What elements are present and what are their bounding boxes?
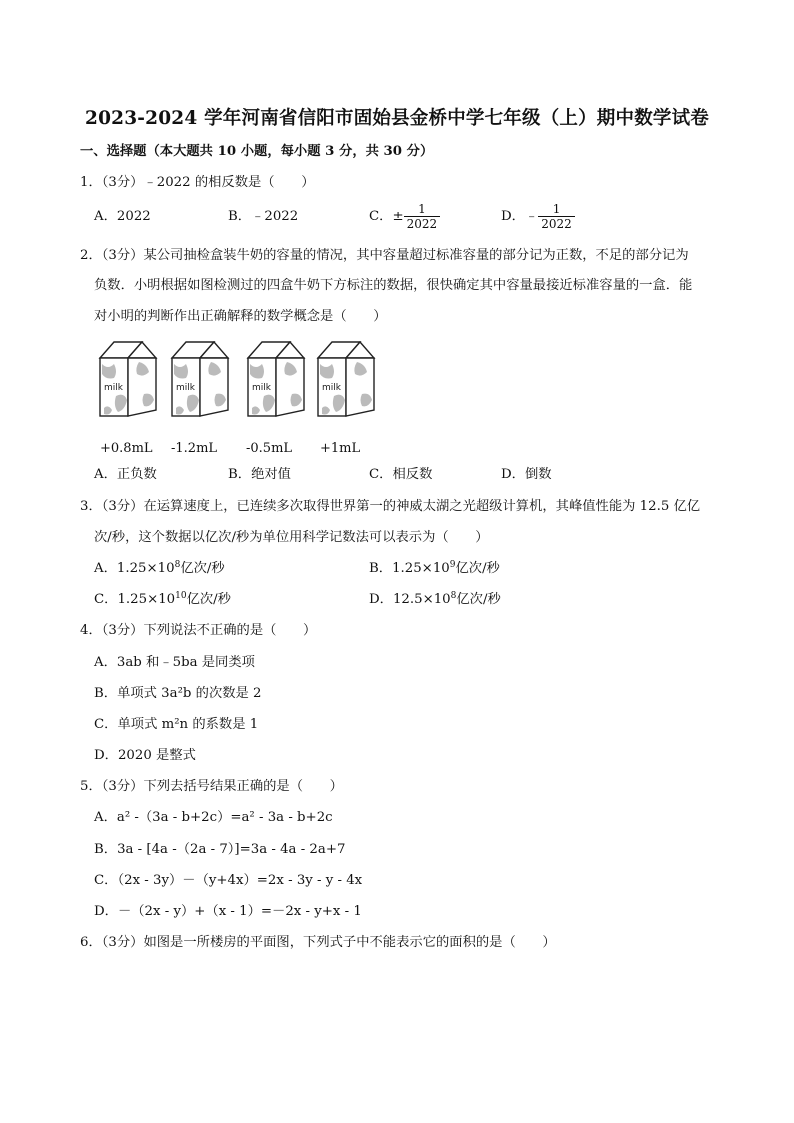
fraction-denominator: 2022 (541, 217, 572, 231)
milk-carton-image (166, 338, 230, 418)
option-exponent: 8 (174, 560, 181, 570)
fraction-numerator: 1 (538, 202, 575, 217)
q4-option-a: A．3ab 和﹣5ba 是同类项 (94, 655, 255, 670)
carton-label: +1mL (320, 441, 361, 456)
q4-stem: 4．（3分）下列说法不正确的是（ ） (80, 623, 317, 638)
fraction-numerator: 1 (404, 202, 441, 217)
q2-option-a: A．正负数 (94, 467, 157, 482)
q5-option-b: B．3a - [4a -（2a - 7）]=3a - 4a - 2a+7 (94, 842, 346, 857)
q3-option-b (369, 560, 500, 578)
q5-option-d: D．－（2x - y）+（x - 1）=－2x - y+x - 1 (94, 904, 362, 919)
option-unit: 亿次/秒 (186, 592, 231, 607)
milk-carton-text: milk (252, 383, 271, 393)
q3-option-a (94, 560, 225, 578)
q1-stem: 1．（3分）﹣2022 的相反数是（ ） (80, 175, 315, 190)
section-heading: 一、选择题（本大题共 10 小题，每小题 3 分，共 30 分） (80, 144, 434, 159)
option-unit: 亿次/秒 (180, 561, 225, 576)
q1-option-c (369, 202, 440, 231)
q3-stem-line1: 3．（3分）在运算速度上，已连续多次取得世界第一的神威太湖之光超级计算机，其峰值性能为 12.5 亿亿 (80, 499, 701, 514)
carton-label: -0.5mL (246, 441, 293, 456)
q1-option-d (501, 202, 575, 231)
option-exponent: 8 (450, 591, 457, 601)
milk-carton-text: milk (322, 383, 341, 393)
q2-stem-line2: 负数．小明根据如图检测过的四盒牛奶下方标注的数据，很快确定其中容量最接近标准容量的一盒．能 (94, 278, 693, 293)
milk-carton-image (94, 338, 158, 418)
q4-option-c: C．单项式 m²n 的系数是 1 (94, 717, 259, 732)
q1-option-d-fraction (538, 202, 575, 231)
option-exponent: 10 (175, 591, 187, 601)
q6-stem: 6．（3分）如图是一所楼房的平面图，下列式子中不能表示它的面积的是（ ） (80, 935, 556, 950)
q5-option-c: C．（2x - 3y）－（y+4x）=2x - 3y - y - 4x (94, 873, 363, 888)
option-unit: 亿次/秒 (456, 592, 501, 607)
option-base: D．12.5×10 (369, 592, 451, 607)
q1-option-b: B．﹣2022 (228, 209, 299, 224)
q4-option-b: B．单项式 3a²b 的次数是 2 (94, 686, 262, 701)
milk-carton-image (242, 338, 306, 418)
option-exponent: 9 (449, 560, 456, 570)
q3-option-c (94, 591, 231, 609)
q3-stem-line2: 次/秒，这个数据以亿次/秒为单位用科学记数法可以表示为（ ） (94, 530, 489, 545)
q1-option-a: A．2022 (94, 209, 151, 224)
q5-option-a: A．a² -（3a - b+2c）=a² - 3a - b+2c (94, 810, 333, 825)
q1-option-d-prefix: D．﹣ (501, 209, 539, 224)
q4-option-d: D．2020 是整式 (94, 748, 196, 763)
q2-option-c: C．相反数 (369, 467, 433, 482)
q2-stem-line1: 2．（3分）某公司抽检盒装牛奶的容量的情况，其中容量超过标准容量的部分记为正数，不足的部分记为 (80, 248, 689, 263)
milk-carton-text: milk (176, 383, 195, 393)
option-base: A．1.25×10 (94, 561, 175, 576)
q1-option-c-fraction (404, 202, 441, 231)
milk-carton-text: milk (104, 383, 123, 393)
carton-label: -1.2mL (171, 441, 218, 456)
option-base: C．1.25×10 (94, 592, 176, 607)
q2-option-d: D．倒数 (501, 467, 552, 482)
option-unit: 亿次/秒 (455, 561, 500, 576)
option-base: B．1.25×10 (369, 561, 450, 576)
fraction-denominator: 2022 (406, 217, 438, 231)
q2-option-b: B．绝对值 (228, 467, 291, 482)
page-title: 2023-2024 学年河南省信阳市固始县金桥中学七年级（上）期中数学试卷 (85, 108, 709, 129)
q5-stem: 5．（3分）下列去括号结果正确的是（ ） (80, 779, 343, 794)
q1-option-c-prefix: C．± (369, 209, 404, 224)
q2-stem-line3: 对小明的判断作出正确解释的数学概念是（ ） (94, 309, 387, 324)
milk-carton-image (312, 338, 376, 418)
carton-label: +0.8mL (100, 441, 153, 456)
q3-option-d (369, 591, 501, 609)
